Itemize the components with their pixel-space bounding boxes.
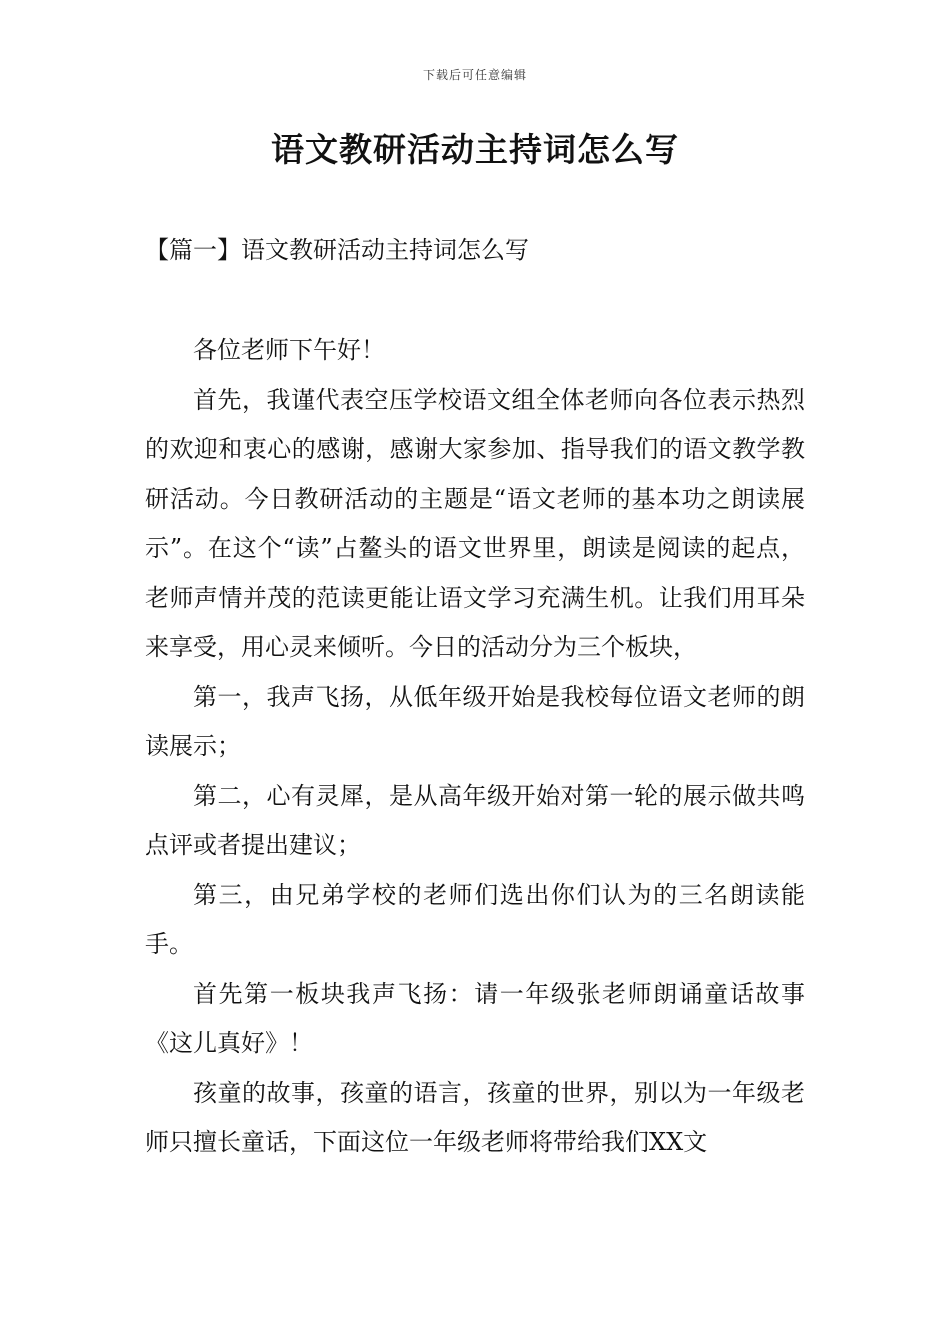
paragraph-part-three: 第三，由兄弟学校的老师们选出你们认为的三名朗读能手。 xyxy=(145,880,805,958)
paragraph-part-two: 第二，心有灵犀，是从高年级开始对第一轮的展示做共鸣点评或者提出建议； xyxy=(145,781,805,859)
paragraph-first-segment: 首先第一板块我声飞扬：请一年级张老师朗诵童话故事《这儿真好》！ xyxy=(145,979,805,1057)
header-note: 下载后可任意编辑 xyxy=(422,68,527,82)
paragraph-part-one: 第一，我声飞扬，从低年级开始是我校每位语文老师的朗读展示； xyxy=(145,682,805,760)
document-body xyxy=(145,326,805,1168)
document-title: 语文教研活动主持词怎么写 xyxy=(271,130,679,169)
paragraph-intro: 首先，我谨代表空压学校语文组全体老师向各位表示热烈的欢迎和衷心的感谢，感谢大家参加、指导我们的语文教学教研活动。今日教研活动的主题是“语文老师的基本功之朗读展示”。在这个“读”占鳌头的语文世界里，朗读是阅读的起点，老师声情并茂的范读更能让语文学习充满生机。让我们用耳朵来享受，用心灵来倾听。今日的活动分为三个板块， xyxy=(145,385,805,661)
paragraph-children-story: 孩童的故事，孩童的语言，孩童的世界，别以为一年级老师只擅长童话，下面这位一年级老师将带给我们XX文 xyxy=(145,1078,805,1156)
section-heading: 【篇一】语文教研活动主持词怎么写 xyxy=(145,236,529,264)
paragraph-greeting: 各位老师下午好！ xyxy=(193,336,385,364)
